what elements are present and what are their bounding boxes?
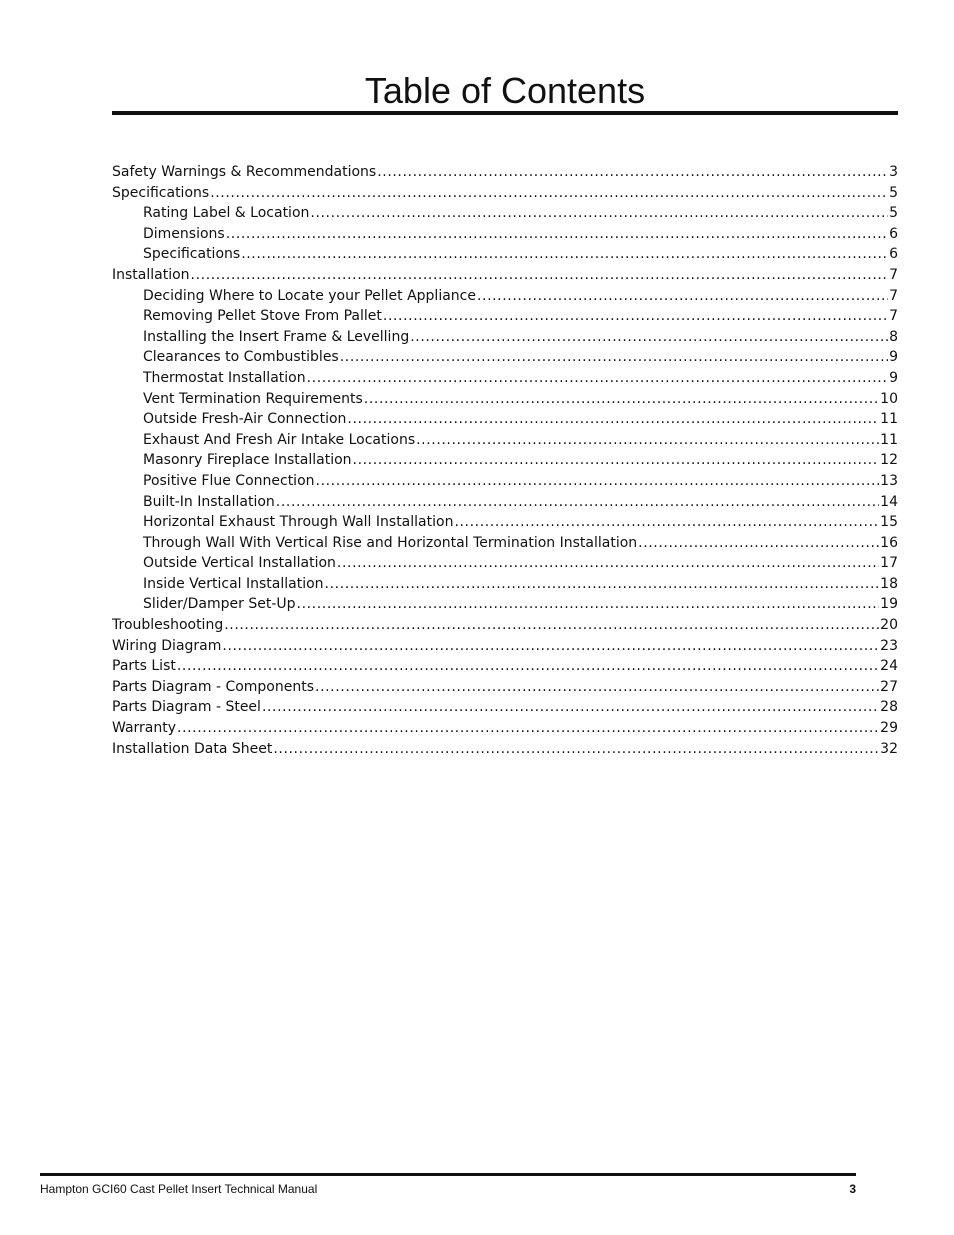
toc-entry-label: Deciding Where to Locate your Pellet Appliance — [143, 287, 476, 304]
toc-entry[interactable] — [112, 347, 898, 368]
toc-dot-leader — [307, 368, 888, 389]
toc-entry-page: 32 — [880, 740, 898, 757]
toc-entry[interactable] — [112, 656, 898, 677]
toc-entry[interactable] — [112, 265, 898, 286]
toc-entry[interactable] — [112, 594, 898, 615]
toc-entry-label: Built-In Installation — [143, 493, 275, 510]
page-title: Table of Contents — [364, 70, 646, 111]
toc-entry[interactable] — [112, 183, 898, 204]
toc-entry-page: 18 — [880, 575, 898, 592]
toc-entry[interactable] — [112, 739, 898, 760]
toc-entry-label: Specifications — [143, 246, 241, 263]
toc-dot-leader — [241, 244, 888, 265]
toc-entry-label: Rating Label & Location — [143, 205, 310, 222]
toc-entry-page: 9 — [889, 369, 898, 386]
toc-entry-page: 7 — [889, 266, 898, 283]
toc-entry-page: 13 — [880, 472, 898, 489]
toc-dot-leader — [316, 471, 880, 492]
toc-entry-label: Dimensions — [143, 225, 225, 242]
toc-entry[interactable] — [112, 224, 898, 245]
toc-entry-page: 14 — [880, 493, 898, 510]
toc-entry-label: Clearances to Combustibles — [143, 349, 339, 366]
toc-entry-label: Parts Diagram - Steel — [112, 699, 261, 716]
toc-entry-label: Masonry Fireplace Installation — [143, 452, 352, 469]
toc-dot-leader — [276, 492, 879, 513]
toc-entry-page: 20 — [880, 617, 898, 634]
toc-entry-page: 23 — [880, 637, 898, 654]
toc-entry-label: Specifications — [112, 184, 210, 201]
toc-entry-label: Slider/Damper Set-Up — [143, 596, 296, 613]
toc-dot-leader — [454, 512, 879, 533]
toc-entry[interactable] — [112, 615, 898, 636]
toc-entry-label: Removing Pellet Stove From Pallet — [143, 308, 382, 325]
toc-entry-label: Parts List — [112, 658, 176, 675]
toc-entry[interactable] — [112, 409, 898, 430]
toc-entry-page: 10 — [880, 390, 898, 407]
toc-entry-label: Wiring Diagram — [112, 637, 222, 654]
toc-entry[interactable] — [112, 306, 898, 327]
toc-dot-leader — [315, 677, 879, 698]
toc-entry-page: 19 — [880, 596, 898, 613]
toc-entry-page: 7 — [889, 308, 898, 325]
toc-entry[interactable] — [112, 368, 898, 389]
toc-entry-page: 17 — [880, 555, 898, 572]
toc-entry-label: Safety Warnings & Recommendations — [112, 164, 377, 180]
toc-entry[interactable] — [112, 492, 898, 513]
toc-entry[interactable] — [112, 636, 898, 657]
toc-entry[interactable] — [112, 327, 898, 348]
toc-dot-leader — [383, 306, 888, 327]
toc-entry-page: 3 — [889, 164, 898, 180]
toc-entry[interactable] — [112, 471, 898, 492]
toc-entry-label: Outside Fresh-Air Connection — [143, 411, 347, 428]
toc-entry-label: Parts Diagram - Components — [112, 678, 315, 695]
toc-entry-page: 16 — [880, 534, 898, 551]
toc-dot-leader — [347, 409, 879, 430]
toc-entry[interactable] — [112, 203, 898, 224]
toc-entry-page: 11 — [880, 411, 898, 428]
toc-entry-page: 11 — [880, 431, 898, 448]
toc-dot-leader — [177, 718, 879, 739]
toc-dot-leader — [191, 265, 889, 286]
toc-entry-label: Outside Vertical Installation — [143, 555, 336, 572]
toc-entry[interactable] — [112, 162, 898, 183]
toc-entry-page: 5 — [889, 205, 898, 222]
toc-dot-leader — [353, 450, 880, 471]
toc-entry[interactable] — [112, 718, 898, 739]
toc-dot-leader — [310, 203, 888, 224]
toc-entry-page: 29 — [880, 720, 898, 737]
toc-entry-label: Horizontal Exhaust Through Wall Installation — [143, 514, 454, 531]
toc-dot-leader — [337, 553, 879, 574]
toc-entry[interactable] — [112, 574, 898, 595]
toc-entry-label: Exhaust And Fresh Air Intake Locations — [143, 431, 416, 448]
toc-dot-leader — [224, 615, 879, 636]
toc-entry-page: 15 — [880, 514, 898, 531]
footer-manual-title: Hampton GCI60 Cast Pellet Insert Technical Manual — [40, 1182, 318, 1196]
toc-entry[interactable] — [112, 677, 898, 698]
toc-entry-page: 9 — [889, 349, 898, 366]
toc-dot-leader — [210, 183, 888, 204]
toc-entry-label: Through Wall With Vertical Rise and Horizontal Termination Installation — [143, 534, 638, 551]
toc-entry-label: Thermostat Installation — [143, 369, 306, 386]
toc-entry-label: Inside Vertical Installation — [143, 575, 324, 592]
toc-entry-page: 8 — [889, 328, 898, 345]
footer-page-number: 3 — [849, 1182, 856, 1196]
title-divider — [112, 111, 898, 115]
toc-dot-leader — [325, 574, 880, 595]
toc-dot-leader — [262, 697, 879, 718]
toc-entry[interactable] — [112, 533, 898, 554]
toc-entry-label: Vent Termination Requirements — [143, 390, 363, 407]
toc-entry-label: Installation — [112, 266, 190, 283]
footer-divider — [40, 1173, 856, 1176]
toc-entry[interactable] — [112, 697, 898, 718]
toc-entry[interactable] — [112, 450, 898, 471]
toc-entry-page: 5 — [889, 184, 898, 201]
toc-dot-leader — [222, 636, 879, 657]
toc-dot-leader — [410, 327, 888, 348]
toc-dot-leader — [638, 533, 879, 554]
toc-entry-label: Warranty — [112, 720, 177, 737]
toc-dot-leader — [477, 286, 888, 307]
toc-entry-page: 6 — [889, 225, 898, 242]
toc-entry[interactable] — [112, 430, 898, 451]
toc-entry-page: 24 — [880, 658, 898, 675]
toc-dot-leader — [226, 224, 888, 245]
toc-dot-leader — [340, 347, 888, 368]
toc-entry[interactable] — [112, 512, 898, 533]
toc-dot-leader — [416, 430, 879, 451]
toc-dot-leader — [177, 656, 879, 677]
toc-entry-page: 6 — [889, 246, 898, 263]
toc-entry[interactable] — [112, 389, 898, 410]
toc-entry-label: Troubleshooting — [112, 617, 224, 634]
toc-entry-label: Installing the Insert Frame & Levelling — [143, 328, 410, 345]
toc-entry[interactable] — [112, 286, 898, 307]
toc-entry-page: 7 — [889, 287, 898, 304]
toc-entry-page: 28 — [880, 699, 898, 716]
toc-entry[interactable] — [112, 244, 898, 265]
toc-entry-page: 27 — [880, 678, 898, 695]
toc-dot-leader — [273, 739, 879, 760]
toc-entry-page: 12 — [880, 452, 898, 469]
toc-entry[interactable] — [112, 553, 898, 574]
toc-entry-label: Installation Data Sheet — [112, 740, 273, 757]
toc-dot-leader — [377, 162, 888, 183]
toc-entry-label: Positive Flue Connection — [143, 472, 315, 489]
toc-dot-leader — [297, 594, 880, 615]
toc-dot-leader — [364, 389, 879, 410]
table-of-contents — [112, 162, 898, 759]
